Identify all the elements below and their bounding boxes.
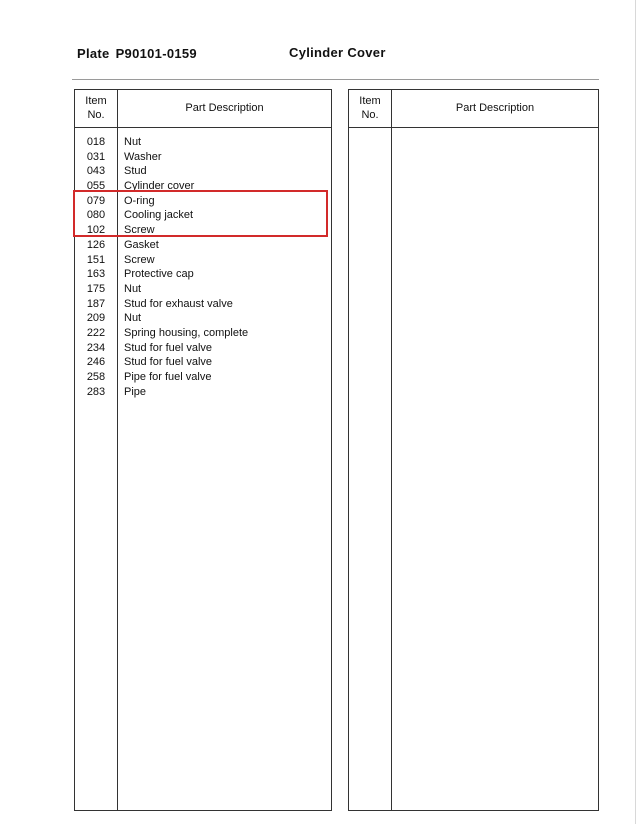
header-row-divider (349, 127, 598, 128)
item-number: 175 (86, 282, 106, 295)
table-row (75, 135, 331, 150)
item-number: 055 (86, 180, 106, 193)
plate-heading (77, 46, 197, 61)
item-number: 234 (86, 341, 106, 354)
item-number: 163 (86, 268, 106, 281)
page-title: Cylinder Cover (289, 45, 386, 60)
part-description: Pipe for fuel valve (124, 371, 212, 383)
part-description: Washer (124, 150, 162, 163)
header-row-divider (75, 127, 331, 128)
item-number: 209 (86, 312, 106, 325)
item-number: 079 (86, 194, 106, 207)
item-number: 043 (86, 165, 106, 178)
item-number: 187 (86, 297, 106, 310)
parts-list (75, 135, 331, 399)
table-row (75, 164, 331, 179)
column-header-item-line1: Item (359, 95, 381, 107)
part-description: Spring housing, complete (124, 326, 249, 339)
header-divider (72, 79, 599, 80)
part-description: Screw (124, 253, 155, 266)
part-description: Stud for fuel valve (124, 356, 213, 369)
table-row (75, 385, 331, 400)
item-number: 246 (86, 356, 106, 369)
table-row (75, 355, 331, 370)
column-header-item-line1: Item (85, 95, 107, 107)
table-row (75, 311, 331, 326)
table-row (75, 150, 331, 165)
part-description: Stud (124, 165, 147, 178)
part-description: Gasket (124, 238, 159, 251)
column-header-item-line2: No. (361, 109, 379, 121)
part-description: Protective cap (124, 268, 194, 281)
plate-label: Plate (77, 46, 110, 61)
item-number: 018 (86, 136, 106, 148)
part-description: Nut (124, 312, 142, 325)
item-number: 222 (86, 326, 106, 339)
part-description: Cooling jacket (124, 209, 194, 222)
item-number: 258 (86, 371, 106, 383)
table-row (75, 326, 331, 341)
item-number: 102 (86, 224, 106, 237)
part-description: O-ring (124, 194, 155, 207)
table-row (75, 297, 331, 312)
table-row (75, 238, 331, 253)
part-description: Screw (124, 224, 155, 237)
item-number: 031 (86, 150, 106, 163)
table-row (75, 253, 331, 268)
part-description: Cylinder cover (124, 180, 195, 193)
column-header-item-no (349, 94, 391, 122)
part-description: Stud for exhaust valve (124, 297, 233, 310)
parts-table-right (348, 89, 599, 811)
item-number: 283 (86, 385, 106, 398)
part-description: Nut (124, 136, 142, 148)
table-row (75, 267, 331, 282)
part-description: Stud for fuel valve (124, 341, 213, 354)
item-number: 151 (86, 253, 106, 266)
column-divider (391, 90, 392, 810)
part-description: Nut (124, 282, 142, 295)
part-description: Pipe (124, 385, 147, 398)
plate-number: P90101-0159 (115, 46, 197, 61)
column-header-item-no (75, 94, 117, 122)
highlight-box (73, 190, 328, 237)
table-row (75, 370, 331, 385)
column-header-part-description: Part Description (185, 102, 264, 114)
table-row (75, 341, 331, 356)
column-header-item-line2: No. (87, 109, 105, 121)
item-number: 126 (86, 238, 106, 251)
column-header-part-description: Part Description (455, 102, 535, 114)
item-number: 080 (86, 209, 106, 222)
table-row (75, 282, 331, 297)
